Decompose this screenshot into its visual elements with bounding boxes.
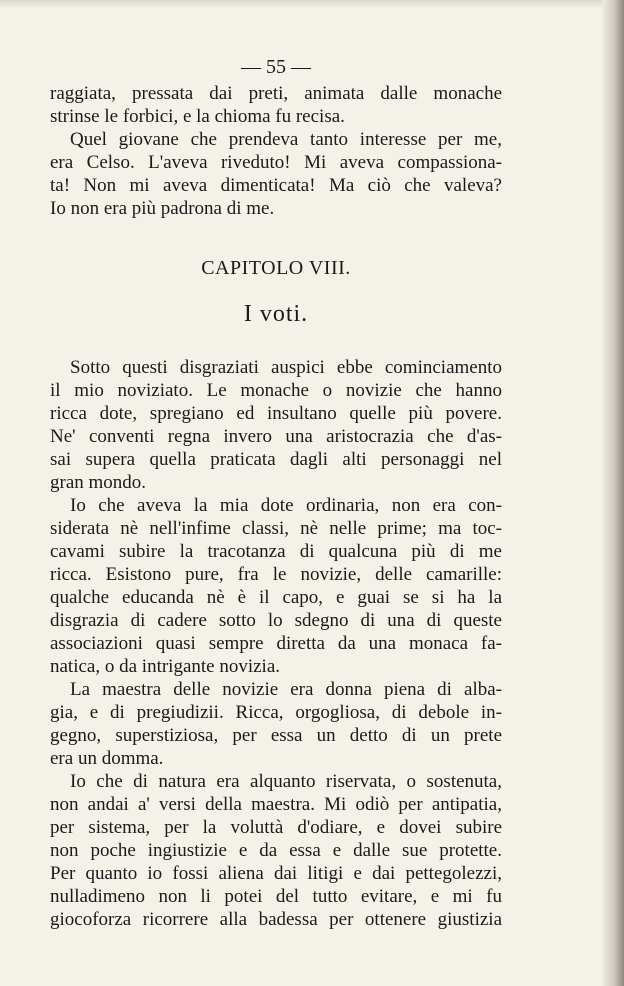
text-line: ricca. Esistono pure, fra le novizie, delle camarille: — [50, 564, 502, 585]
text-line: ta! Non mi aveva dimenticata! Ma ciò che valeva? — [50, 175, 502, 196]
text-line: ricca dote, spregiano ed insultano quelle più povere. — [50, 403, 502, 424]
page-top-shadow — [0, 0, 624, 8]
text-line: Io che aveva la mia dote ordinaria, non era con- — [70, 495, 502, 516]
text-line: siderata nè nell'infime classi, nè nelle prime; ma toc- — [50, 518, 502, 539]
chapter-title: CAPITOLO VIII. — [201, 257, 351, 279]
text-line: Io che di natura era alquanto riservata, o sostenuta, — [70, 771, 502, 792]
text-line: Quel giovane che prendeva tanto interesse per me, — [70, 129, 502, 150]
text-line: Io non era più padrona di me. — [50, 198, 275, 219]
text-line: strinse le forbici, e la chioma fu recisa. — [50, 106, 345, 127]
text-line: era un domma. — [50, 748, 164, 769]
text-line: gegno, superstiziosa, per essa un detto di un prete — [50, 725, 502, 746]
text-line: il mio noviziato. Le monache o novizie che hanno — [50, 380, 502, 401]
page-number: — 55 — — [241, 56, 311, 78]
text-line: gia, e di pregiudizii. Ricca, orgogliosa, di debole in- — [50, 702, 502, 723]
text-line: Sotto questi disgraziati auspici ebbe cominciamento — [70, 357, 502, 378]
text-line: gran mondo. — [50, 472, 147, 493]
text-line: Per quanto io fossi aliena dai litigi e dai pettegolezzi, — [50, 863, 502, 884]
text-line: raggiata, pressata dai preti, animata dalle monache — [50, 83, 502, 104]
text-line: Ne' conventi regna invero una aristocrazia che d'as- — [50, 426, 502, 447]
text-line: nulladimeno non li potei del tutto evitare, e mi fu — [50, 886, 502, 907]
text-line: non poche ingiustizie e da essa e dalle sue protette. — [50, 840, 502, 861]
text-line: non andai a' versi della maestra. Mi odiò per antipatia, — [50, 794, 502, 815]
text-line: La maestra delle novizie era donna piena di alba- — [70, 679, 502, 700]
text-line: associazioni quasi sempre diretta da una monaca fa- — [50, 633, 502, 654]
text-block — [50, 52, 502, 931]
text-line: disgrazia di cadere sotto lo sdegno di una di queste — [50, 610, 502, 631]
text-line: era Celso. L'aveva riveduto! Mi aveva compassiona- — [50, 152, 502, 173]
text-line: giocoforza ricorrere alla badessa per ottenere giustizia — [50, 909, 502, 930]
text-line: per sistema, per la voluttà d'odiare, e dovei subire — [50, 817, 502, 838]
text-line: natica, o da intrigante novizia. — [50, 656, 281, 677]
text-line: sai supera quella praticata dagli alti personaggi nel — [50, 449, 502, 470]
page-right-edge — [602, 0, 624, 986]
text-line: cavami subire la tracotanza di qualcuna più di me — [50, 541, 502, 562]
text-line: qualche educanda nè è il capo, e guai se si ha la — [50, 587, 502, 608]
top-paragraphs — [50, 82, 502, 220]
body-paragraphs — [50, 356, 502, 931]
section-title: I voti. — [243, 301, 309, 327]
